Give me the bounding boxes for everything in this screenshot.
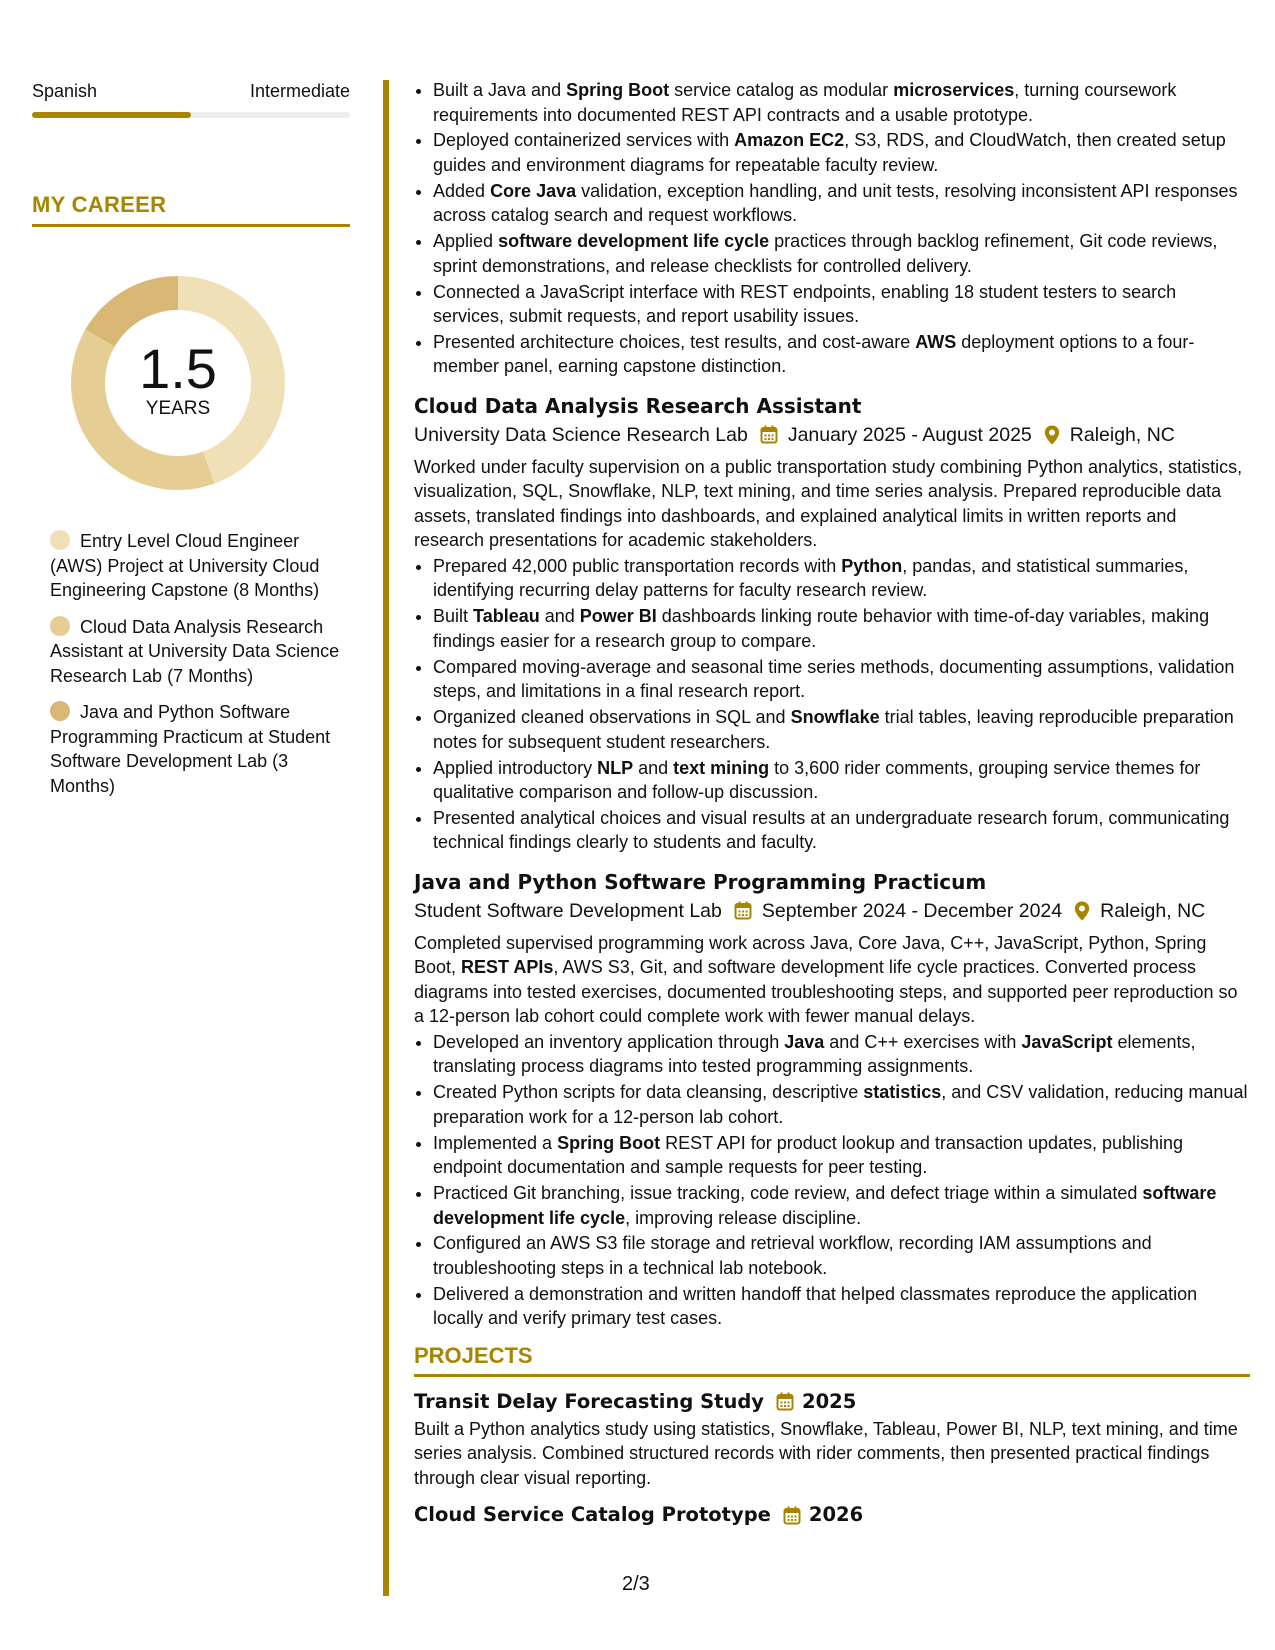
location-pin-icon — [1074, 901, 1090, 921]
bullet-item: • Configured an AWS S3 file storage and retrieval workflow, recording IAM assumptions and troubleshooting steps in a technical lab notebook. — [433, 1231, 1250, 1280]
job-title: Java and Python Software Programming Practicum — [414, 869, 987, 894]
job-description: Worked under faculty supervision on a public transportation study combining Python analytics, statistics, visualization, SQL, Snowflake, NLP, text mining, and time series analysis. Prepared reproducible data assets, translated findings into dashboards, and explained analytical limits in written reports and research presentations for academic stakeholders. — [414, 456, 1243, 551]
career-legend-item — [50, 529, 350, 603]
bullet-item: • Organized cleaned observations in SQL and Snowflake trial tables, leaving reproducible preparation notes for subsequent student researchers. — [433, 705, 1250, 754]
calendar-icon — [734, 901, 752, 920]
legend-dot-icon — [50, 530, 70, 550]
career-legend-item — [50, 700, 350, 798]
project-year: 2026 — [808, 1503, 864, 1527]
career-legend-label: Cloud Data Analysis Research Assistant at University Data Science Research Lab (7 Months) — [50, 616, 340, 686]
career-legend — [32, 529, 350, 798]
project-title-row — [414, 1389, 1250, 1415]
bullet-item: • Developed an inventory application through Java and C++ exercises with JavaScript elements, translating process diagrams into tested programming assignments. — [433, 1030, 1250, 1079]
bullet-item: • Presented architecture choices, test results, and cost-aware AWS deployment options to a four-member panel, earning capstone distinction. — [433, 330, 1250, 379]
project-year: 2025 — [802, 1389, 857, 1413]
projects-list — [414, 1389, 1250, 1529]
bullet-item: • Applied introductory NLP and text mining to 3,600 rider comments, grouping service themes for qualitative comparison and follow-up discussion. — [433, 756, 1250, 805]
language-level: Intermediate — [249, 81, 350, 101]
project-title-row — [414, 1502, 1250, 1528]
career-legend-label: Java and Python Software Programming Practicum at Student Software Development Lab (3 Months) — [50, 702, 331, 796]
language-proficiency-fill — [32, 112, 191, 118]
job-bullets — [414, 1030, 1250, 1331]
project-entry — [414, 1502, 1250, 1528]
first-job-bullets — [414, 78, 1250, 379]
bullet-item: • Built Tableau and Power BI dashboards linking route behavior with time-of-day variables, making findings easier for a research group to compare. — [433, 604, 1250, 653]
bullet-item: • Deployed containerized services with Amazon EC2, S3, RDS, and CloudWatch, then created setup guides and environment diagrams for repeatable faculty review. — [433, 128, 1250, 177]
language-row — [32, 80, 350, 102]
bullet-item: • Compared moving-average and seasonal time series methods, documenting assumptions, validation steps, and limitations in a final research report. — [433, 655, 1250, 704]
bullet-item: • Applied software development life cycle practices through backlog refinement, Git code reviews, sprint demonstrations, and release checklists for controlled delivery. — [433, 229, 1250, 278]
sidebar — [32, 80, 350, 810]
calendar-icon — [783, 1506, 801, 1525]
bullet-item: • Added Core Java validation, exception handling, and unit tests, resolving inconsistent API responses across catalog search and request workflows. — [433, 179, 1250, 228]
project-title: Transit Delay Forecasting Study — [414, 1389, 765, 1413]
location-pin-icon — [1044, 425, 1060, 445]
job-bullets — [414, 554, 1250, 855]
career-total-unit: YEARS — [145, 398, 211, 419]
job-location: Raleigh, NC — [1100, 899, 1206, 922]
job-meta — [414, 897, 1250, 925]
bullet-item: • Created Python scripts for data cleansing, descriptive statistics, and CSV validation, reducing manual preparation work for a 12-person lab cohort. — [433, 1080, 1250, 1129]
bullet-item: • Built a Java and Spring Boot service catalog as modular microservices, turning coursework requirements into documented REST API contracts and a usable prototype. — [433, 78, 1250, 127]
donut-center — [66, 271, 290, 495]
page-number: 2/3 — [622, 1573, 650, 1595]
job-title: Cloud Data Analysis Research Assistant — [414, 393, 862, 418]
career-section-title: MY CAREER — [32, 192, 167, 217]
job-dates: September 2024 - December 2024 — [761, 899, 1063, 922]
career-section-rule — [32, 224, 350, 227]
project-description: Built a Python analytics study using statistics, Snowflake, Tableau, Power BI, NLP, text mining, and time series analysis. Combined structured records with rider comments, then presented practical findings through clear visual reporting. — [414, 1418, 1238, 1488]
language-name: Spanish — [32, 81, 98, 101]
projects-section-rule — [414, 1374, 1250, 1377]
career-total-value: 1.5 — [139, 337, 217, 400]
project-entry — [414, 1389, 1250, 1491]
projects-section-title: PROJECTS — [414, 1342, 533, 1368]
career-donut-chart — [66, 271, 290, 495]
career-legend-label: Entry Level Cloud Engineer (AWS) Project at University Cloud Engineering Capstone (8 Months) — [50, 531, 320, 600]
legend-dot-icon — [50, 616, 70, 636]
job-organization: Student Software Development Lab — [414, 899, 722, 922]
bullet-item: • Prepared 42,000 public transportation records with Python, pandas, and statistical summaries, identifying recurring delay patterns for faculty research review. — [433, 554, 1250, 603]
bullet-item: • Presented analytical choices and visual results at an undergraduate research forum, communicating technical findings clearly to students and faculty. — [433, 806, 1250, 855]
calendar-icon — [760, 425, 778, 444]
bullet-item: • Implemented a Spring Boot REST API for product lookup and transaction updates, publishing endpoint documentation and sample requests for peer testing. — [433, 1131, 1250, 1180]
bullet-item: • Practiced Git branching, issue tracking, code review, and defect triage within a simulated software development life cycle, improving release discipline. — [433, 1181, 1250, 1230]
legend-dot-icon — [50, 701, 70, 721]
experience-entry — [414, 393, 1250, 855]
job-meta — [414, 421, 1250, 449]
experience-list — [414, 393, 1250, 1331]
job-description: Completed supervised programming work across Java, Core Java, C++, JavaScript, Python, Spring Boot, REST APIs, AWS S3, Git, and software development life cycle practices. Converted process diagrams into tested exercises, documented troubleshooting steps, and supported peer reproduction so a 12-person lab cohort could complete work with fewer manual delays. — [414, 932, 1238, 1027]
bullet-item: • Delivered a demonstration and written handoff that helped classmates reproduce the application locally and verify primary test cases. — [433, 1282, 1250, 1331]
main-content — [414, 78, 1250, 1528]
language-proficiency-bar — [32, 112, 350, 118]
experience-entry — [414, 869, 1250, 1331]
job-dates: January 2025 - August 2025 — [787, 423, 1032, 446]
job-organization: University Data Science Research Lab — [414, 423, 748, 446]
column-divider — [383, 80, 389, 1596]
job-location: Raleigh, NC — [1069, 423, 1175, 446]
career-legend-item — [50, 615, 350, 689]
calendar-icon — [776, 1392, 794, 1411]
bullet-item: • Connected a JavaScript interface with REST endpoints, enabling 18 student testers to search services, submit requests, and report usability issues. — [433, 280, 1250, 329]
project-title: Cloud Service Catalog Prototype — [414, 1503, 771, 1527]
